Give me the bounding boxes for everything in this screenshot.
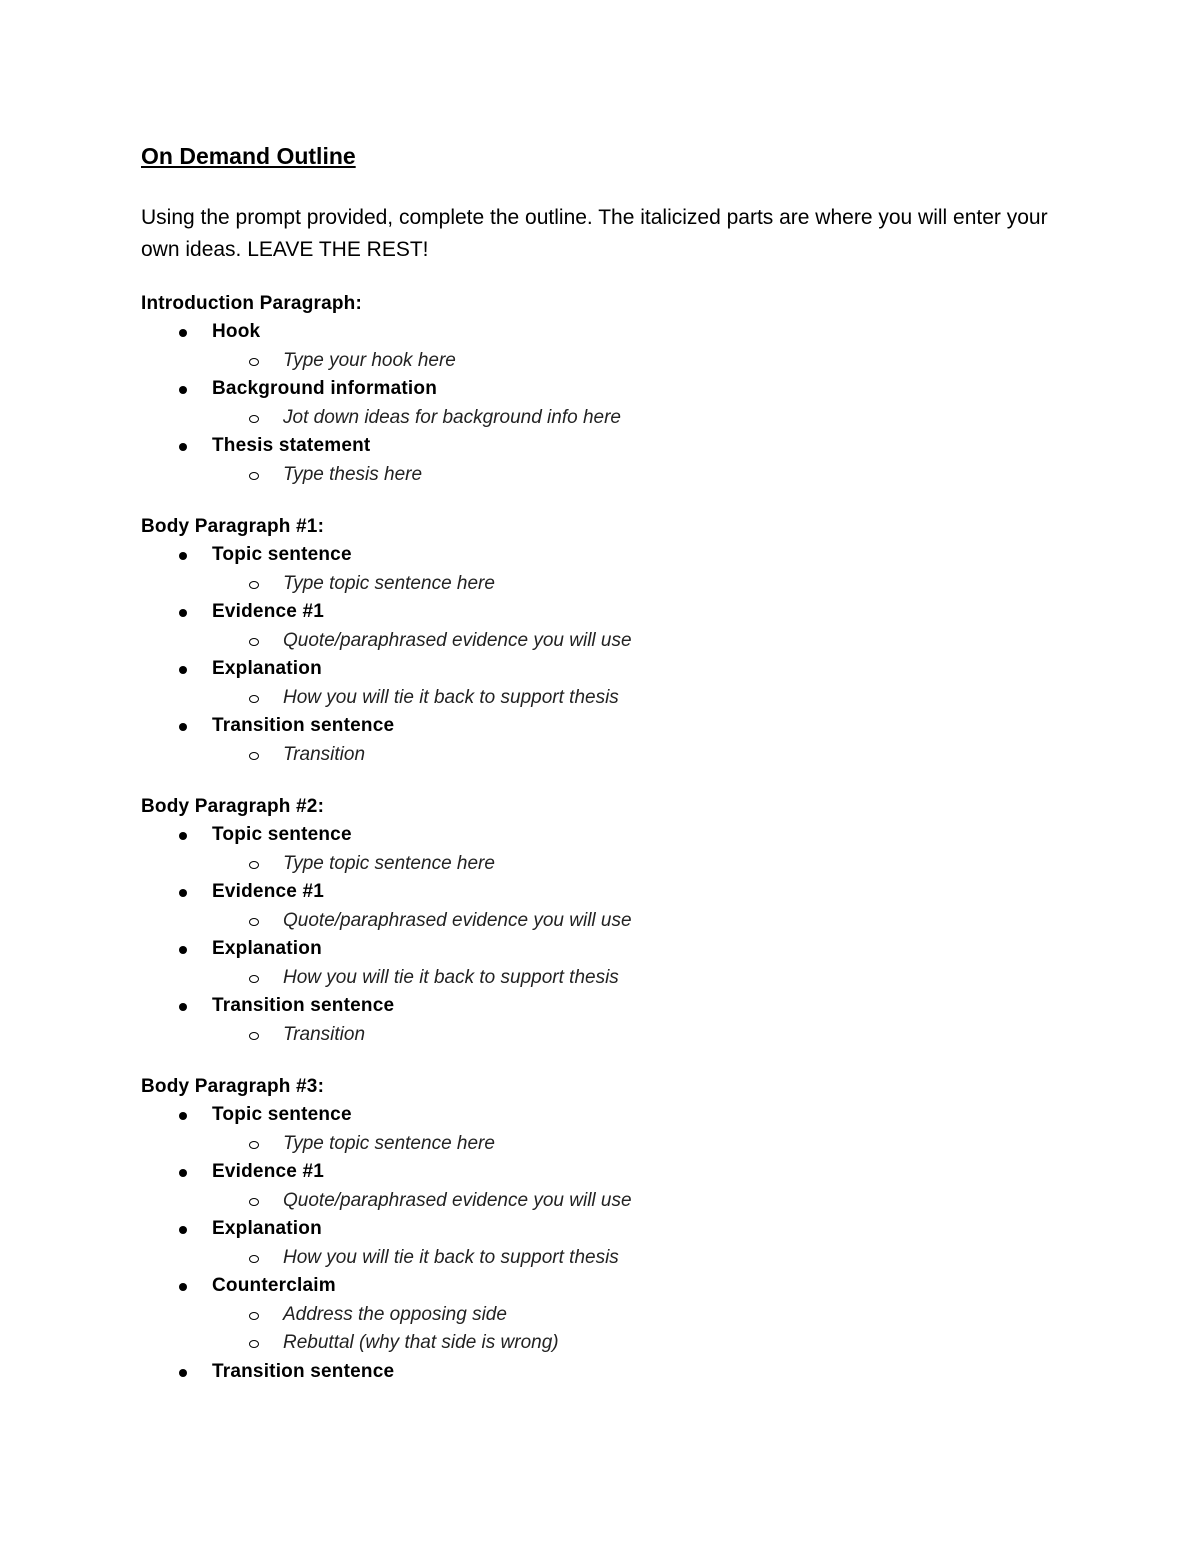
sub-bullet-list xyxy=(141,1130,1061,1159)
outline-sub-item xyxy=(141,1187,1061,1216)
outline-item-row xyxy=(141,318,1061,347)
filled-bullet-icon xyxy=(179,1169,187,1177)
outline-item-label: Transition sentence xyxy=(212,995,395,1016)
outline-item xyxy=(141,432,1061,489)
outline-sub-item xyxy=(141,1301,1061,1330)
sub-bullet-list xyxy=(141,741,1061,770)
hollow-bullet-icon xyxy=(249,861,259,869)
outline-item xyxy=(141,935,1061,992)
outline-section xyxy=(141,290,1061,489)
outline-sub-item xyxy=(141,461,1061,490)
outline-sub-item-text: Address the opposing side xyxy=(283,1303,507,1325)
outline-item-label: Hook xyxy=(212,321,261,342)
section-heading: Body Paragraph #2: xyxy=(141,796,325,817)
hollow-bullet-icon xyxy=(249,638,259,646)
filled-bullet-icon xyxy=(179,386,187,394)
filled-bullet-icon xyxy=(179,1112,187,1120)
outline-item-row xyxy=(141,541,1061,570)
outline-item xyxy=(141,1101,1061,1158)
outline-section xyxy=(141,793,1061,1049)
outline-item xyxy=(141,878,1061,935)
outline-sub-item xyxy=(141,1244,1061,1273)
outline-item-label: Transition sentence xyxy=(212,715,395,736)
sub-bullet-list xyxy=(141,347,1061,376)
sub-bullet-list xyxy=(141,684,1061,713)
outline-item-label: Counterclaim xyxy=(212,1275,336,1296)
section-heading: Body Paragraph #1: xyxy=(141,516,325,537)
filled-bullet-icon xyxy=(179,443,187,451)
filled-bullet-icon xyxy=(179,666,187,674)
hollow-bullet-icon xyxy=(249,1255,259,1263)
outline-sub-item-text: Rebuttal (why that side is wrong) xyxy=(283,1332,559,1353)
outline-item-row xyxy=(141,1272,1061,1301)
outline-sub-item-text: Quote/paraphrased evidence you will use xyxy=(283,1189,632,1211)
outline-item xyxy=(141,992,1061,1049)
outline-item-row xyxy=(141,1158,1061,1187)
outline-item xyxy=(141,375,1061,432)
outline-item-row xyxy=(141,375,1061,404)
outline-sub-item xyxy=(141,684,1061,713)
hollow-bullet-icon xyxy=(249,918,259,926)
sub-bullet-list xyxy=(141,570,1061,599)
document-title: On Demand Outline xyxy=(141,143,356,169)
outline-item xyxy=(141,712,1061,769)
section-heading: Introduction Paragraph: xyxy=(141,293,362,314)
hollow-bullet-icon xyxy=(249,1032,259,1040)
outline-sections xyxy=(141,290,1061,1386)
filled-bullet-icon xyxy=(179,329,187,337)
outline-sub-item-text: Transition xyxy=(283,743,366,765)
outline-item-label: Evidence #1 xyxy=(212,881,325,902)
outline-item-row xyxy=(141,821,1061,850)
outline-sub-item xyxy=(141,347,1061,376)
outline-sub-item-text: How you will tie it back to support thesis xyxy=(283,686,619,708)
outline-item-row xyxy=(141,432,1061,461)
filled-bullet-icon xyxy=(179,1003,187,1011)
outline-sub-item-text: Jot down ideas for background info here xyxy=(283,406,621,428)
outline-sub-item xyxy=(141,1130,1061,1159)
outline-item-row xyxy=(141,1215,1061,1244)
outline-sub-item-text: How you will tie it back to support thesis xyxy=(283,1246,619,1268)
filled-bullet-icon xyxy=(179,1226,187,1234)
outline-sub-item xyxy=(141,404,1061,433)
outline-item-label: Topic sentence xyxy=(212,1104,352,1125)
outline-sub-item-text: How you will tie it back to support thesis xyxy=(283,966,619,988)
hollow-bullet-icon xyxy=(249,1340,259,1348)
bullet-list xyxy=(141,318,1061,489)
outline-sub-item xyxy=(141,907,1061,936)
outline-item-label: Explanation xyxy=(212,658,322,679)
outline-sub-item-text: Type thesis here xyxy=(283,463,423,485)
sub-bullet-list xyxy=(141,1021,1061,1050)
outline-sub-item-text: Type topic sentence here xyxy=(283,572,495,594)
sub-bullet-list xyxy=(141,404,1061,433)
outline-item xyxy=(141,1358,1061,1387)
outline-item-label: Explanation xyxy=(212,1218,322,1239)
filled-bullet-icon xyxy=(179,1369,187,1377)
sub-bullet-list xyxy=(141,461,1061,490)
outline-item xyxy=(141,821,1061,878)
sub-bullet-list xyxy=(141,964,1061,993)
filled-bullet-icon xyxy=(179,889,187,897)
outline-sub-item xyxy=(141,850,1061,879)
outline-item-row xyxy=(141,935,1061,964)
outline-sub-item-text: Type your hook here xyxy=(283,349,456,371)
outline-sub-item-text: Transition xyxy=(283,1023,366,1045)
outline-item-row xyxy=(141,1101,1061,1130)
filled-bullet-icon xyxy=(179,946,187,954)
hollow-bullet-icon xyxy=(249,1141,259,1149)
sub-bullet-list xyxy=(141,1244,1061,1273)
hollow-bullet-icon xyxy=(249,358,259,366)
outline-sub-item xyxy=(141,627,1061,656)
outline-item-label: Topic sentence xyxy=(212,824,352,845)
outline-item xyxy=(141,318,1061,375)
bullet-list xyxy=(141,541,1061,769)
hollow-bullet-icon xyxy=(249,1312,259,1320)
outline-item-row xyxy=(141,878,1061,907)
filled-bullet-icon xyxy=(179,723,187,731)
filled-bullet-icon xyxy=(179,552,187,560)
hollow-bullet-icon xyxy=(249,472,259,480)
intro-paragraph: Using the prompt provided, complete the outline. The italicized parts are where you will enter your own ideas. LEAVE THE REST! xyxy=(141,206,1048,261)
hollow-bullet-icon xyxy=(249,415,259,423)
outline-item xyxy=(141,598,1061,655)
document-page xyxy=(141,140,1061,1386)
outline-item xyxy=(141,1272,1061,1358)
outline-sub-item-text: Type topic sentence here xyxy=(283,852,495,874)
outline-item-row xyxy=(141,712,1061,741)
filled-bullet-icon xyxy=(179,832,187,840)
outline-item-row xyxy=(141,598,1061,627)
hollow-bullet-icon xyxy=(249,975,259,983)
sub-bullet-list xyxy=(141,627,1061,656)
outline-sub-item xyxy=(141,964,1061,993)
outline-item-row xyxy=(141,1358,1061,1387)
outline-sub-item-text: Type topic sentence here xyxy=(283,1132,495,1154)
outline-section xyxy=(141,513,1061,769)
outline-sub-item xyxy=(141,1329,1061,1358)
filled-bullet-icon xyxy=(179,609,187,617)
hollow-bullet-icon xyxy=(249,695,259,703)
sub-bullet-list xyxy=(141,850,1061,879)
outline-section xyxy=(141,1073,1061,1386)
outline-item-row xyxy=(141,992,1061,1021)
bullet-list xyxy=(141,1101,1061,1386)
outline-item xyxy=(141,1215,1061,1272)
sub-bullet-list xyxy=(141,907,1061,936)
outline-sub-item xyxy=(141,570,1061,599)
hollow-bullet-icon xyxy=(249,752,259,760)
outline-sub-item-text: Quote/paraphrased evidence you will use xyxy=(283,629,632,651)
hollow-bullet-icon xyxy=(249,581,259,589)
section-heading: Body Paragraph #3: xyxy=(141,1076,325,1097)
outline-item-label: Evidence #1 xyxy=(212,1161,325,1182)
outline-sub-item-text: Quote/paraphrased evidence you will use xyxy=(283,909,632,931)
outline-item-row xyxy=(141,655,1061,684)
outline-item xyxy=(141,541,1061,598)
outline-item-label: Thesis statement xyxy=(212,435,371,456)
outline-item-label: Evidence #1 xyxy=(212,601,325,622)
sub-bullet-list xyxy=(141,1187,1061,1216)
filled-bullet-icon xyxy=(179,1283,187,1291)
outline-sub-item xyxy=(141,741,1061,770)
hollow-bullet-icon xyxy=(249,1198,259,1206)
outline-sub-item xyxy=(141,1021,1061,1050)
sub-bullet-list xyxy=(141,1301,1061,1358)
outline-item-label: Explanation xyxy=(212,938,322,959)
outline-item xyxy=(141,655,1061,712)
outline-item xyxy=(141,1158,1061,1215)
outline-item-label: Topic sentence xyxy=(212,544,352,565)
outline-item-label: Transition sentence xyxy=(212,1360,395,1382)
outline-item-label: Background information xyxy=(212,378,438,399)
bullet-list xyxy=(141,821,1061,1049)
